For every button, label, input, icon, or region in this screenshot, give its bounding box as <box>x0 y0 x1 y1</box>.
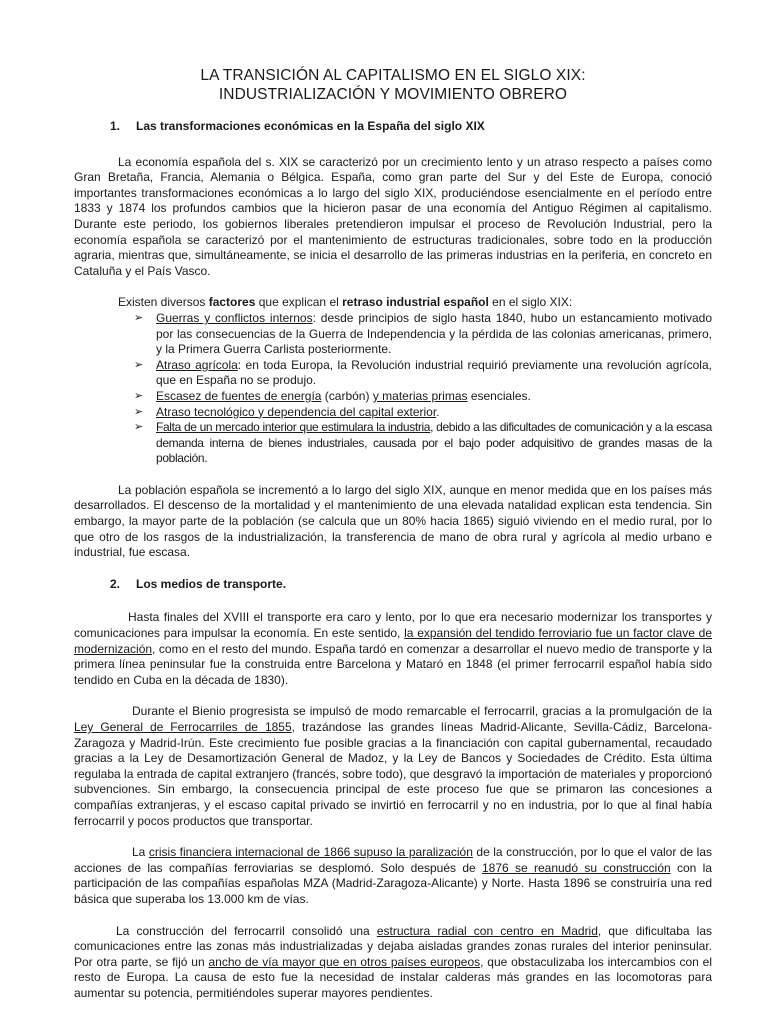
arrow-bullet-icon: ➢ <box>134 358 144 371</box>
section-1-title: Las transformaciones económicas en la España del siglo XIX <box>136 119 485 133</box>
radial-text: La construcción del ferrocarril consolidó una <box>116 923 377 938</box>
paragraph-radial <box>74 924 712 1002</box>
factor-text: (carbón) <box>321 388 373 403</box>
transport-key-phrase: la expansión del tendido ferroviario fue un factor clave de modernización <box>74 626 712 656</box>
factor-text: , debido a las dificultades de comunicación y a la escasa demanda interna de bienes industriales, causada por el bajo poder adquisitivo de grandes masas de la población. <box>156 420 713 466</box>
reanudacion-key-phrase: 1876 se reanudó su construcción <box>481 860 671 875</box>
factor-text: : en toda Europa, la Revolución industrial requirió previamente una revolución agrícola, que en España no se produjo. <box>156 357 712 388</box>
document-title <box>74 0 712 104</box>
title-line-2: INDUSTRIALIZACIÓN Y MOVIMIENTO OBRERO <box>218 86 568 103</box>
bienio-text-2: , trazándose las grandes líneas Madrid-Alicante, Sevilla-Cádiz, Barcelona-Zaragoza y Madrid-Irún. Este crecimiento fue posible gracias a la financiación con capital gubernamental, recaudado gracias a la Ley de Desamortización General de Madoz, y la Ley de Bancos y Sociedades de Crédito. Esta última regulaba la entrada de capital extranjero (francés, sobre todo), que desgravó la importación de materiales y proporcionó subvenciones. Sin embargo, la consecuencia principal de este proceso fue que se primaron las concesiones a compañías extranjeras, y el escaso capital privado se invirtió en ferrocarril y no en industria, por lo que al final había ferrocarril y pocos productos que transportar. <box>74 720 712 828</box>
factors-list <box>74 311 712 467</box>
ancho-via-key-phrase: ancho de vía mayor que en otros países europeos <box>208 954 481 969</box>
factor-text: : desde principios de siglo hasta 1840, hubo un estancamiento motivado por las consecuencias de la Guerra de Independencia y la pérdida de las colonias americanas, primero, y la Primera Guerra Carlista posteriormente. <box>156 310 712 357</box>
list-item <box>134 357 712 389</box>
paragraph-transport-intro <box>74 610 712 688</box>
factor-text-2: esenciales. <box>467 388 531 403</box>
section-1-heading <box>74 119 712 135</box>
retraso-keyword: retraso industrial español <box>342 295 489 310</box>
paragraph-factors-intro <box>74 295 712 311</box>
factors-keyword: factores <box>208 295 256 310</box>
arrow-bullet-icon: ➢ <box>134 421 143 434</box>
list-item <box>134 404 712 421</box>
factor-term: Atraso agrícola <box>156 357 238 372</box>
section-2-number: 2. <box>110 576 121 591</box>
factor-term: Falta de un mercado interior que estimulara la industria <box>156 420 431 435</box>
transport-text-2: , como en el resto del mundo. España tardó en comenzar a desarrollar el nuevo medio de transporte y la primera línea peninsular fue la construida entre Barcelona y Mataró en 1848 (el primer ferrocarril español había sido tendido en Cuba en la década de 1830). <box>74 641 712 687</box>
paragraph-bienio <box>74 704 712 829</box>
radial-text-3: , que obstaculizaba los intercambios con el resto de Europa. La causa de esto fue la necesidad de instalar calderas más grandes en las locomotoras para aumentar su potencia, permitiéndoles superar mayores pendientes. <box>74 954 713 1000</box>
factor-term: Escasez de fuentes de energía <box>156 388 322 403</box>
crisis-text: La <box>132 845 149 860</box>
transport-text: Hasta finales del XVIII el transporte era caro y lento, por lo que era necesario modernizar los transportes y comunicaciones para impulsar la economía. En este sentido, <box>74 610 712 641</box>
arrow-bullet-icon: ➢ <box>134 311 144 324</box>
arrow-bullet-icon: ➢ <box>134 405 144 418</box>
radial-text-2: , que dificultaba las comunicaciones entre las zonas más industrializadas y dejaba aisladas grandes zonas rurales del interior peninsular. Por otra parte, se fijó un <box>74 923 713 969</box>
ley-ferrocarriles: Ley General de Ferrocarriles de 1855 <box>74 720 292 734</box>
title-line-1: LA TRANSICIÓN AL CAPITALISMO EN EL SIGLO XIX: <box>200 67 586 84</box>
paragraph-population: La población española se incrementó a lo largo del siglo XIX, aunque en menor medida que en los países más desarrollados. El descenso de la mortalidad y el mantenimiento de una elevada natalidad explican esta tendencia. Sin embargo, la mayor parte de la población (se calcula que un 80% hacia 1865) siguió viviendo en el medio rural, por lo que otro de los rasgos de la industrialización, la transferencia de mano de obra rural y agrícola al medio urbano e industrial, fue escasa. <box>74 482 712 560</box>
factor-term-2: y materias primas <box>372 388 468 403</box>
factors-intro-text-2: que explican el <box>255 295 343 310</box>
factor-term: Atraso tecnológico y dependencia del capital exterior <box>156 404 437 419</box>
crisis-text-3: con la participación de las compañías españolas MZA (Madrid-Zaragoza-Alicante) y Norte. Hasta 1896 se construiría una red básica que superaba los 13.000 km de vías. <box>74 860 712 906</box>
paragraph-economy: La economía española del s. XIX se caracterizó por un crecimiento lento y un atraso respecto a países como Gran Bretaña, Francia, Alemania o Bélgica. España, como gran parte del Sur y del Este de Europa, conoció importantes transformaciones económicas a lo largo del siglo XIX, produciéndose esencialmente en el período entre 1833 y 1874 los profundos cambios que la hicieron pasar de una economía del Antiguo Régimen al capitalismo. Durante este periodo, los gobiernos liberales pretendieron impulsar el proceso de Revolución Industrial, pero la economía española se caracterizó por el mantenimiento de estructuras tradicionales, sobre todo en la producción agraria, mientras que, simultáneamente, se inicia el desarrollo de las primeras industrias en la periferia, en concreto en Cataluña y el País Vasco. <box>74 154 712 278</box>
factors-intro-text-3: en el siglo XIX: <box>488 295 573 310</box>
factors-intro-text: Existen diversos <box>118 295 209 310</box>
section-2-title: Los medios de transporte. <box>136 576 287 591</box>
list-item <box>134 388 712 405</box>
list-item <box>134 420 713 467</box>
list-item <box>134 310 712 358</box>
bienio-text: Durante el Bienio progresista se impulsó de modo remarcable el ferrocarril, gracias a la promulgación de la <box>132 704 712 719</box>
section-1-number: 1. <box>110 119 121 133</box>
arrow-bullet-icon: ➢ <box>134 389 144 402</box>
paragraph-crisis <box>74 845 712 907</box>
factor-text: . <box>436 404 440 419</box>
crisis-key-phrase: crisis financiera internacional de 1866 supuso la paralización <box>148 845 473 860</box>
factor-term: Guerras y conflictos internos <box>156 310 313 325</box>
crisis-text-2: de la construcción, por lo que el valor de las acciones de las compañías ferroviarias se desplomó. Solo después de <box>74 845 713 875</box>
radial-key-phrase: estructura radial con centro en Madrid <box>376 923 598 938</box>
section-2-heading <box>74 577 712 593</box>
